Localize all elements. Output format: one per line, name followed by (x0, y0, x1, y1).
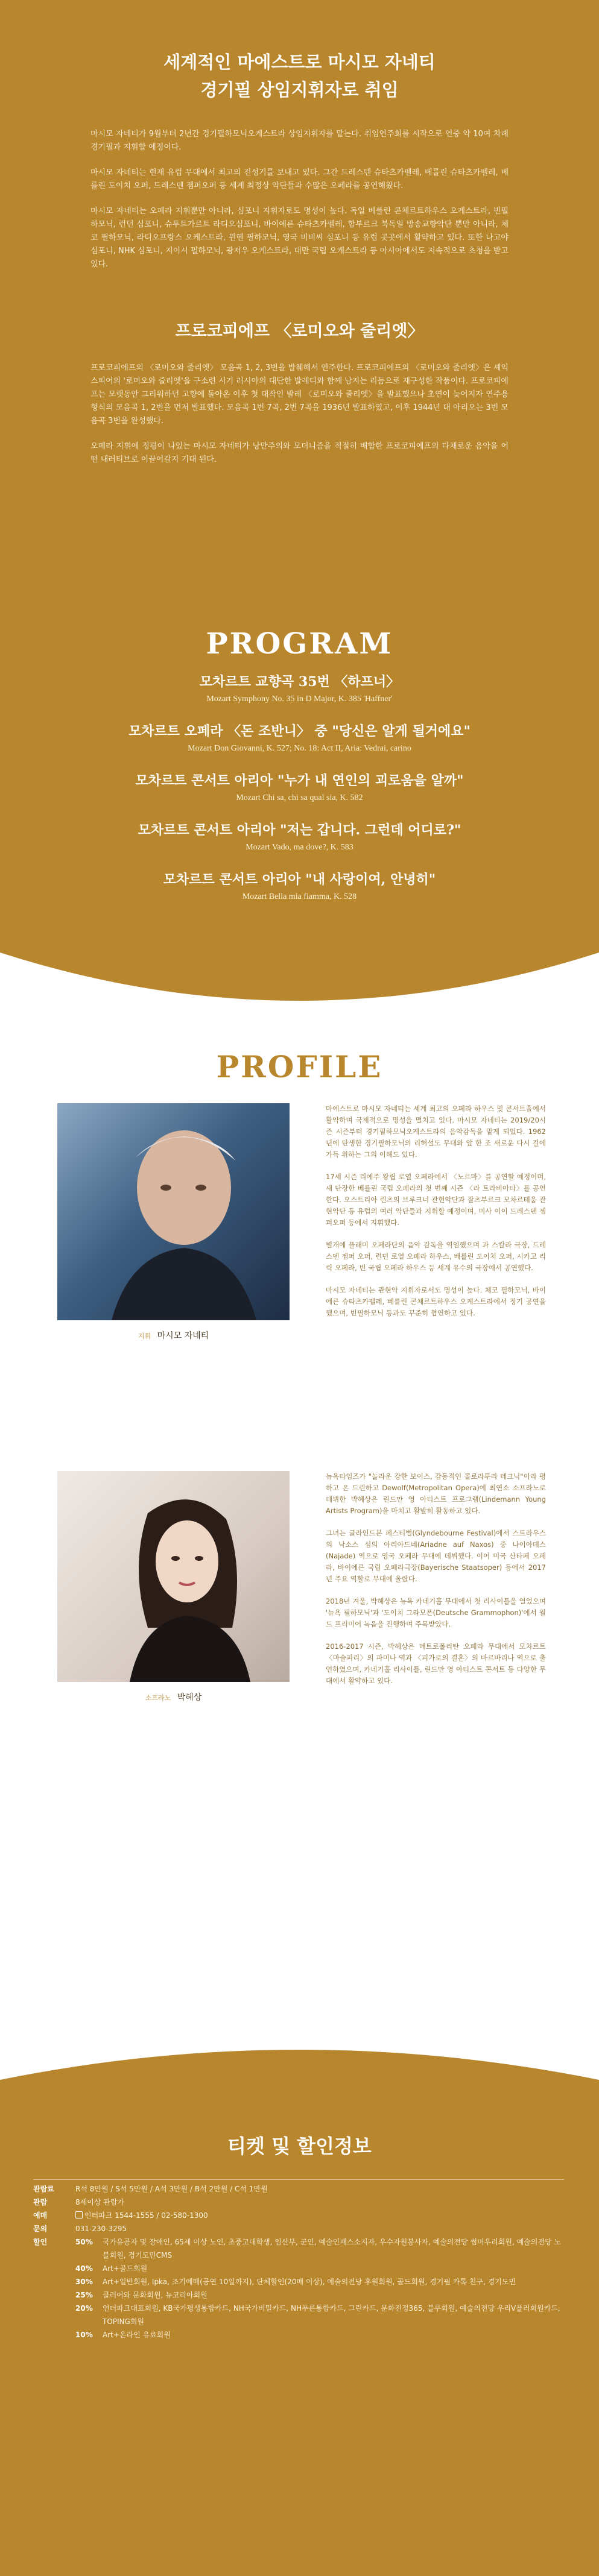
profile-section (0, 1049, 599, 2044)
discount-value: Art+온라인 유료회원 (103, 2331, 171, 2339)
discount-row (33, 2328, 564, 2341)
bio-paragraph: 마에스트로 마시모 자네티는 세계 최고의 오페라 하우스 및 콘서트홀에서 활약하며 국제적으로 명성을 떨치고 있다. 마시모 자네티는 2019/20시즌 시즌부터 경기필하모닉오케스트라의 음악감독을 맡게 되었다. 1962년에 탄생한 경기필하모닉의 리허설도 무대와 앞 한 조 새로운 다시 길에 가득 위하는 그의 이해도 있다. (326, 1104, 546, 1159)
discount-percent: 40% (75, 2264, 93, 2273)
intro-title (90, 48, 509, 104)
ticket-row-value: 8세이상 관람가 (75, 2198, 125, 2206)
ticket-info-table (33, 2179, 564, 2341)
program-section (0, 603, 599, 916)
ticket-row-label: 문의 (33, 2225, 48, 2233)
ticket-row-value (75, 2209, 564, 2222)
program-item-subtitle: Mozart Vado, ma dove?, K. 583 (246, 843, 353, 852)
ticket-row (33, 2209, 564, 2222)
discount-value: 국가유공자 및 장애인, 65세 이상 노인, 초중고대학생, 임산부, 군인, 예술인패스소지자, 우수자원봉사자, 예술의전당 썸머우리회원, 예술의전당 노블회원, 경기도민CMS (103, 2238, 561, 2260)
discount-percent: 50% (75, 2238, 93, 2246)
soprano-portrait-icon (57, 1471, 290, 1682)
bio-paragraph: 17세 시즌 리에주 왕립 로열 오페라에서 〈노르마〉를 공연할 예정이며, 새 단장한 베를린 국립 오페라의 첫 번째 시즌 〈라 트라비아타〉를 공연한다. 오스트리아 린츠의 브루크너 관현악단과 잘츠부르크 모차르테움 관현악단 등 유럽의 여러 악단들과 지휘할 예정이며, 미사 이이 드레스덴 젬퍼오퍼 등에서 지휘했다. (326, 1173, 546, 1227)
bio-paragraph: 그녀는 글라인드본 페스티벌(Glyndebourne Festival)에서 스트라우스의 낙소스 섬의 아리아드네(Ariadne auf Naxos) 중 나이아데스(Najade) 역으로 영국 오페라 무대에 데뷔했다. 이어 미국 산타페 오페라, 바이에른 국립 오페라극장(Bayerische Staatsoper) 등에서 2017년 주요 역할로 무대에 올랐다. (326, 1529, 546, 1583)
discount-percent: 25% (75, 2291, 93, 2299)
program-item-subtitle: Mozart Bella mia fiamma, K. 528 (242, 892, 357, 901)
soprano-caption (57, 1691, 290, 1703)
discount-percent: 20% (75, 2304, 93, 2313)
ticket-section (0, 2044, 599, 2576)
ticket-row-value: R석 8만원 / S석 5만원 / A석 3만원 / B석 2만원 / C석 1만원 (75, 2185, 268, 2193)
program-item-title: 모차르트 콘서트 아리아 "누가 내 연인의 괴로움을 알까" (135, 773, 464, 789)
intro-paragraph: 마시모 자네티가 9월부터 2년간 경기필하모닉오케스트라 상임지휘자를 맡는다. 취임연주회를 시작으로 연중 약 10여 차례 경기필과 지휘할 예정이다. (90, 130, 509, 152)
romeo-paragraph: 프로코피에프의 〈로미오와 줄리엣〉 모음곡 1, 2, 3번을 발췌해서 연주한다. 프로코피에프의 〈로미오와 줄리엣〉은 셰익스피어의 '로미오와 줄리엣'을 구소련 시기 러시아의 대단한 발레디와 함께 남지는 리듬으로 재구성한 작품이다. 프로코피에프는 모랫동안 그리워하던 고향에 돌아온 이후 첫 대작인 발레 〈로미오와 줄리엣〉을 발표했으나 초연이 늦어지자 연주용 형식의 모음곡 1, 2번을 먼저 발표했다. 모음곡 1번 7곡, 2번 7곡을 1936년 발표하였고, 이후 1944년 대 아리오는 3번 모음곡 3번을 완성했다. (90, 364, 509, 426)
program-item (72, 673, 527, 705)
discount-percent: 10% (75, 2331, 93, 2339)
ticket-row-label: 예매 (33, 2211, 48, 2220)
conductor-photo (57, 1103, 290, 1320)
soprano-bio (326, 1471, 546, 1698)
program-item (72, 722, 527, 755)
program-item-subtitle: Mozart Don Giovanni, K. 527; No. 18: Act II, Aria: Vedrai, carino (188, 744, 411, 753)
ticket-row-value: 031-230-3295 (75, 2225, 127, 2233)
program-item (72, 772, 527, 804)
discount-value: Art+일반회원, Ipka, 조기예매(공연 10일까지), 단체할인(20매 이상), 예술의전당 후원회원, 골드회원, 경기필 카톡 친구, 경기도민 (103, 2278, 516, 2286)
curve-divider-shape (0, 916, 599, 1049)
program-item-subtitle: Mozart Chi sa, chi sa qual sia, K. 582 (236, 793, 363, 802)
section-curve-divider (0, 916, 599, 1049)
intro-section (0, 0, 599, 603)
discount-value: Art+골드회원 (103, 2264, 148, 2273)
discount-row (33, 2302, 564, 2328)
program-item-title: 모차르트 오페라 〈돈 조반니〉 중 "당신은 알게 될거에요" (128, 723, 471, 739)
romeo-title: 프로코피에프 〈로미오와 줄리엣〉 (175, 322, 424, 341)
ticket-booking-value[interactable]: 인터파크 1544-1555 / 02-580-1300 (84, 2211, 208, 2220)
conductor-role: 지휘 (138, 1332, 151, 1340)
ticket-row (33, 2222, 564, 2235)
ticket-row-label: 관람 (33, 2198, 48, 2206)
bio-paragraph: 뉴욕타임즈가 "놀라운 강한 보이스, 감동적인 콜로라투라 테크닉"이라 평하고 온 드린하고 Dewolf(Metropolitan Opera)에 최연소 소프라노로 데뷔한 박혜상은 린드만 영 아티스트 프로그램(Lindemann Young Artists Program)을 마치고 활발히 활동하고 있다. (326, 1472, 546, 1515)
discount-label: 할인 (33, 2238, 48, 2246)
profile-heading: PROFILE (216, 1049, 383, 1085)
discount-percent: 30% (75, 2278, 93, 2286)
discount-row (33, 2235, 564, 2262)
intro-paragraph: 마시모 자네티는 오페라 지휘뿐만 아니라, 심포니 지휘자로도 명성이 높다. 독일 베를린 콘체르트하우스 오케스트라, 빈필하모닉, 런던 심포니, 슈투트가르트 라디오심포니, 바이에른 슈타츠카펠레, 함부르크 북독일 방송교향악단 뿐만 아니라, 체코 필하모닉, 라디오프랑스 오케스트라, 뮌헨 필하모닉, 영국 비비씨 심포니 등 유럽 곳곳에서 활약하고 있다. 또한 나고야 심포니, NHK 심포니, 지이시 필하모닉, 광저우 오케스트라, 대만 국립 오케스트라 등 아시아에서도 지속적으로 초청을 받고 있다. (90, 207, 509, 269)
program-item (72, 821, 527, 854)
ticket-title: 티켓 및 할인정보 (227, 2135, 372, 2158)
soprano-photo (57, 1471, 290, 1682)
intro-title-line1: 세계적인 마에스트로 마시모 자네티 (163, 52, 436, 72)
program-item-title: 모차르트 교향곡 35번 〈하프너〉 (199, 674, 400, 690)
ticket-row (33, 2196, 564, 2209)
bio-paragraph: 별개에 플래미 오페라단의 음악 감독을 역임했으며 과 스칼라 극장, 드레스덴 젬퍼 오퍼, 런던 로열 오페라 하우스, 베를린 도이치 오퍼, 시카고 리릭 오페라, 빈 국립 오페라 하우스 등 세계 유수의 극장에서 공연했다. (326, 1241, 546, 1272)
ticket-row-label: 관람료 (33, 2185, 54, 2193)
program-item-subtitle: Mozart Symphony No. 35 in D Major, K. 385 'Haffner' (206, 694, 393, 704)
intro-title-line2: 경기필 상임지휘자로 취임 (200, 80, 399, 100)
program-item-title: 모차르트 콘서트 아리아 "저는 갑니다. 그런데 어디로?" (138, 822, 461, 838)
conductor-bio (326, 1103, 546, 1330)
discount-row (33, 2275, 564, 2288)
bio-paragraph: 2016-2017 시즌, 박혜상은 메트로폴리탄 오페라 무대에서 모차르트 〈마술피리〉의 파미나 역과 〈피가로의 결혼〉의 바르바리나 역으로 출연하였으며, 카네기홀 리사이틀, 린드만 영 아티스트 콘서트 등 다양한 무대에서 활약하고 있다. (326, 1642, 546, 1685)
program-heading: PROGRAM (206, 627, 393, 661)
ticket-row (33, 2182, 564, 2196)
conductor-caption (57, 1329, 290, 1341)
bio-paragraph: 마시모 자네티는 관현악 지휘자로서도 명성이 높다. 체코 필하모닉, 바이에른 슈타츠카펠레, 베를린 콘체르트하우스 오케스트라에서 정기 공연을 했으며, 빈필하모닉 등과도 꾸준히 협연하고 있다. (326, 1286, 546, 1317)
soprano-name: 박혜상 (177, 1693, 202, 1702)
discount-row (33, 2288, 564, 2302)
bio-paragraph: 2018년 겨울, 박혜상은 뉴욕 카네기홀 무대에서 첫 리사이틀을 열었으며 '뉴욕 필하모닉'과 '도이치 그라모폰(Deutsche Grammophon)'에서 월드 프리미어 녹음을 진행하며 주목받았다. (326, 1597, 546, 1628)
soprano-role: 소프라노 (145, 1694, 171, 1702)
intro-paragraph: 마시모 자네티는 현재 유럽 무대에서 최고의 전성기를 보내고 있다. 그간 드레스덴 슈타츠카펠레, 베를린 슈타츠카펠레, 베를린 도이치 오퍼, 드레스덴 젬퍼오퍼 등 세계 최정상 악단들과 수많은 오페라를 공연해왔다. (90, 168, 509, 191)
program-item-title: 모차르트 콘서트 아리아 "내 사랑이여, 안녕히" (163, 872, 436, 887)
conductor-name: 마시모 자네티 (157, 1331, 209, 1341)
discount-row (33, 2262, 564, 2275)
discount-value: 언더파크대표회원, KB국가평생통합카드, NH국가비밀카드, NH푸른통합카드, 그린카드, 문화진정365, 블루회원, 예술의전당 우리V플러회원카드, TOPING회원 (103, 2304, 560, 2326)
romeo-paragraph: 오페라 지휘에 정평이 나있는 마시모 자네티가 낭만주의와 모더니즘을 적절히 배합한 프로코피에프의 다채로운 음악을 어떤 내러티브로 이끌어갈지 기대 된다. (90, 442, 509, 464)
program-item (72, 871, 527, 903)
phone-icon (75, 2211, 83, 2219)
conductor-portrait-icon (57, 1103, 290, 1320)
discount-value: 클러어와 문화회원, 뉴코리아회원 (103, 2291, 208, 2299)
